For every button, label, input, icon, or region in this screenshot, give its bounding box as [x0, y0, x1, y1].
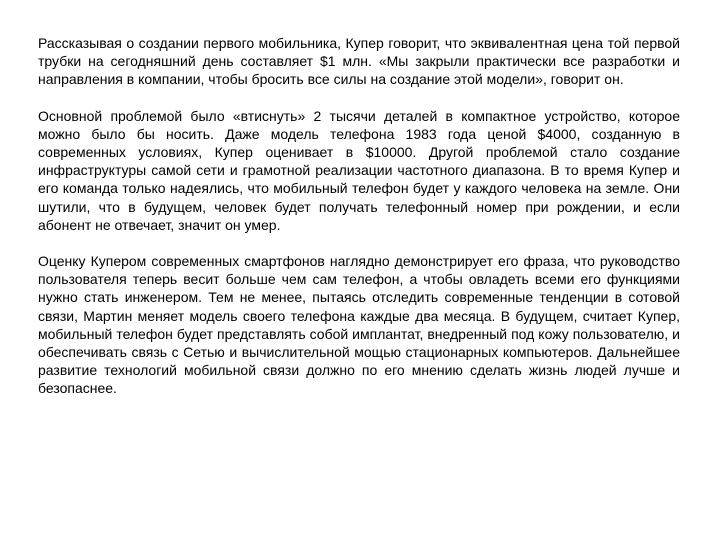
paragraph-2: Основной проблемой было «втиснуть» 2 тысячи деталей в компактное устройство, которое можно было бы носить. Даже модель телефона 1983 года ценой $4000, созданную в современных условиях, Купер оценивает в $10000. Другой проблемой стало создание инфраструктуры самой сети и грамотной реализации частотного диапазона. В то время Купер и его команда только надеялись, что мобильный телефон будет у каждого человека на земле. Они шутили, что в будущем, человек будет получать телефонный номер при рождении, и если абонент не отвечает, значит он умер.	[38, 107, 680, 233]
paragraph-1: Рассказывая о создании первого мобильника, Купер говорит, что эквивалентная цена той первой трубки на сегодняшний день составляет $1 млн. «Мы закрыли практически все разработки и направления в компании, чтобы бросить все силы на создание этой модели», говорит он.	[38, 35, 680, 88]
paragraph-3: Оценку Купером современных смартфонов наглядно демонстрирует его фраза, что руководство пользователя теперь весит больше чем сам телефон, а чтобы овладеть всеми его функциями нужно стать инженером. Тем не менее, пытаясь отследить современные тенденции в сотовой связи, Мартин меняет модель своего телефона каждые два месяца. В будущем, считает Купер, мобильный телефон будет представлять собой имплантат, внедренный под кожу пользователю, и обеспечивать связь с Сетью и вычислительной мощью стационарных компьютеров. Дальнейшее развитие технологий мобильной связи должно по его мнению сделать жизнь людей лучше и безопаснее.	[38, 253, 680, 397]
